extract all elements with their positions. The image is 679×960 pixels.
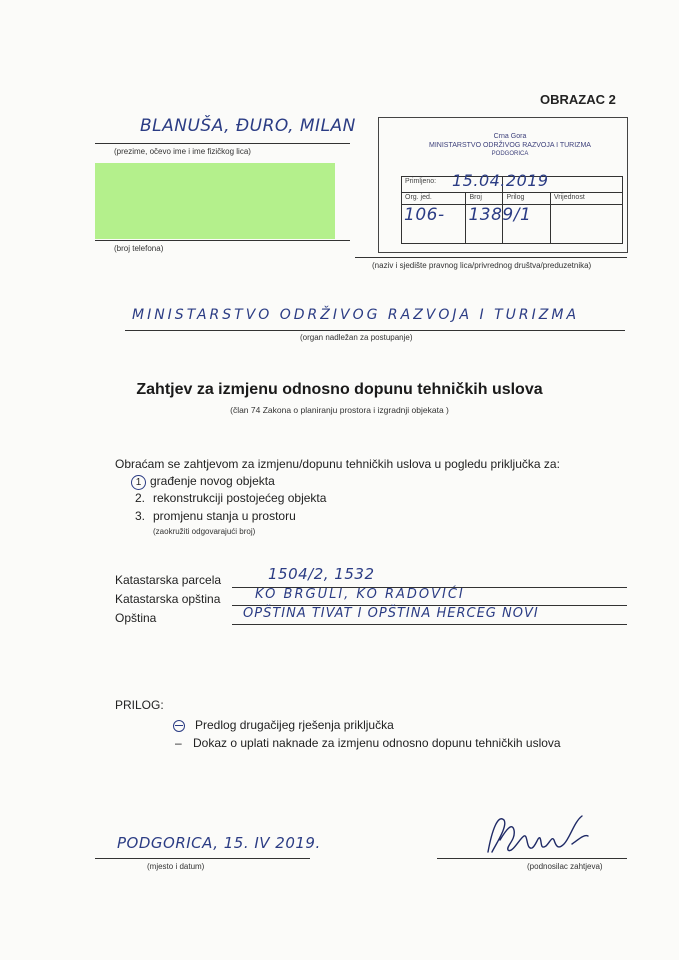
place-date-line: [95, 858, 310, 859]
stamp-col-num: Broj: [466, 193, 503, 205]
place-date-handwritten: PODGORICA, 15. IV 2019.: [117, 834, 321, 852]
stamp-received-date: 15.04.2019: [452, 171, 549, 190]
request-option-3-text: promjenu stanja u prostoru: [153, 509, 296, 523]
parcel-label: Katastarska parcela: [115, 573, 222, 587]
signature-line: [437, 858, 627, 859]
authority-label: (organ nadležan za postupanje): [300, 333, 413, 342]
request-option-3: [135, 509, 296, 523]
stamp-col-att: Prilog: [503, 193, 550, 205]
stamp-caption-line: [355, 257, 627, 258]
stamp-country: Crna Gora: [493, 133, 527, 140]
municipality-handwritten: KO BRGULI, KO RADOVIĆI: [255, 587, 465, 602]
registry-stamp: [378, 117, 628, 253]
request-option-1: [131, 474, 275, 490]
municipality-label: Katastarska opština: [115, 592, 221, 606]
attachment-item-2: [175, 736, 561, 750]
stamp-num-hand: 1389/1: [468, 205, 532, 225]
attachment-item-1: [173, 718, 394, 732]
circled-number: 1: [131, 475, 146, 490]
opstina-handwritten: OPŠTINA TIVAT I OPŠTINA HERCEG NOVI: [243, 606, 539, 621]
circled-dash-mark: [173, 720, 185, 732]
request-option-2: [135, 491, 326, 505]
authority-handwritten: MINISTARSTVO ODRŽIVOG RAZVOJA I TURIZMA: [132, 307, 580, 323]
opstina-line: [232, 624, 627, 625]
phone-label: (broj telefona): [114, 244, 164, 253]
request-option-1-text: građenje novog objekta: [150, 474, 275, 488]
stamp-ministry: MINISTARSTVO ODRŽIVOG RAZVOJA I TURIZMA: [429, 142, 591, 149]
phone-line: [95, 240, 350, 241]
stamp-city: PODGORICA: [491, 151, 529, 157]
attachment-item-2-mark: –: [175, 736, 182, 750]
attachments-label: PRILOG:: [115, 698, 164, 712]
attachment-item-2-text: Dokaz o uplati naknade za izmjenu odnosno dopunu tehničkih uslova: [193, 736, 561, 750]
request-note: (zaokružiti odgovarajući broj): [153, 527, 256, 536]
form-code: OBRAZAC 2: [540, 92, 616, 107]
request-option-3-num: 3.: [135, 509, 146, 523]
request-option-2-text: rekonstrukciji postojećeg objekta: [153, 491, 327, 505]
page-title: Zahtjev za izmjenu odnosno dopunu tehničkih uslova: [136, 381, 543, 398]
stamp-col-org: Org. jed.: [402, 193, 466, 205]
applicant-name-label: (prezime, očevo ime i ime fizičkog lica): [114, 147, 251, 156]
redaction-box: [95, 163, 335, 239]
opstina-label: Opština: [115, 611, 157, 625]
request-option-2-num: 2.: [135, 491, 146, 505]
place-date-label: (mjesto i datum): [147, 862, 205, 871]
request-intro: Obraćam se zahtjevom za izmjenu/dopunu tehničkih uslova u pogledu priključka za:: [115, 457, 560, 471]
page-subtitle: (član 74 Zakona o planiranju prostora i izgradnji objekata ): [230, 405, 449, 415]
stamp-org-hand: 106-: [404, 205, 445, 225]
applicant-name-line: [95, 143, 350, 144]
stamp-col-val: Vrijednost: [550, 193, 622, 205]
attachment-item-1-text: Predlog drugačijeg rješenja priključka: [195, 718, 394, 732]
authority-line: [125, 330, 625, 331]
signature: [478, 800, 618, 870]
stamp-received-label: Primljeno:: [405, 178, 437, 185]
applicant-name-handwritten: BLANUŠA, ĐURO, MILAN: [140, 116, 356, 136]
stamp-table: [401, 171, 623, 244]
parcel-handwritten: 1504/2, 1532: [268, 565, 375, 583]
signature-label: (podnosilac zahtjeva): [527, 862, 603, 871]
stamp-caption: (naziv i sjedište pravnog lica/privrednog društva/preduzetnika): [372, 261, 592, 270]
